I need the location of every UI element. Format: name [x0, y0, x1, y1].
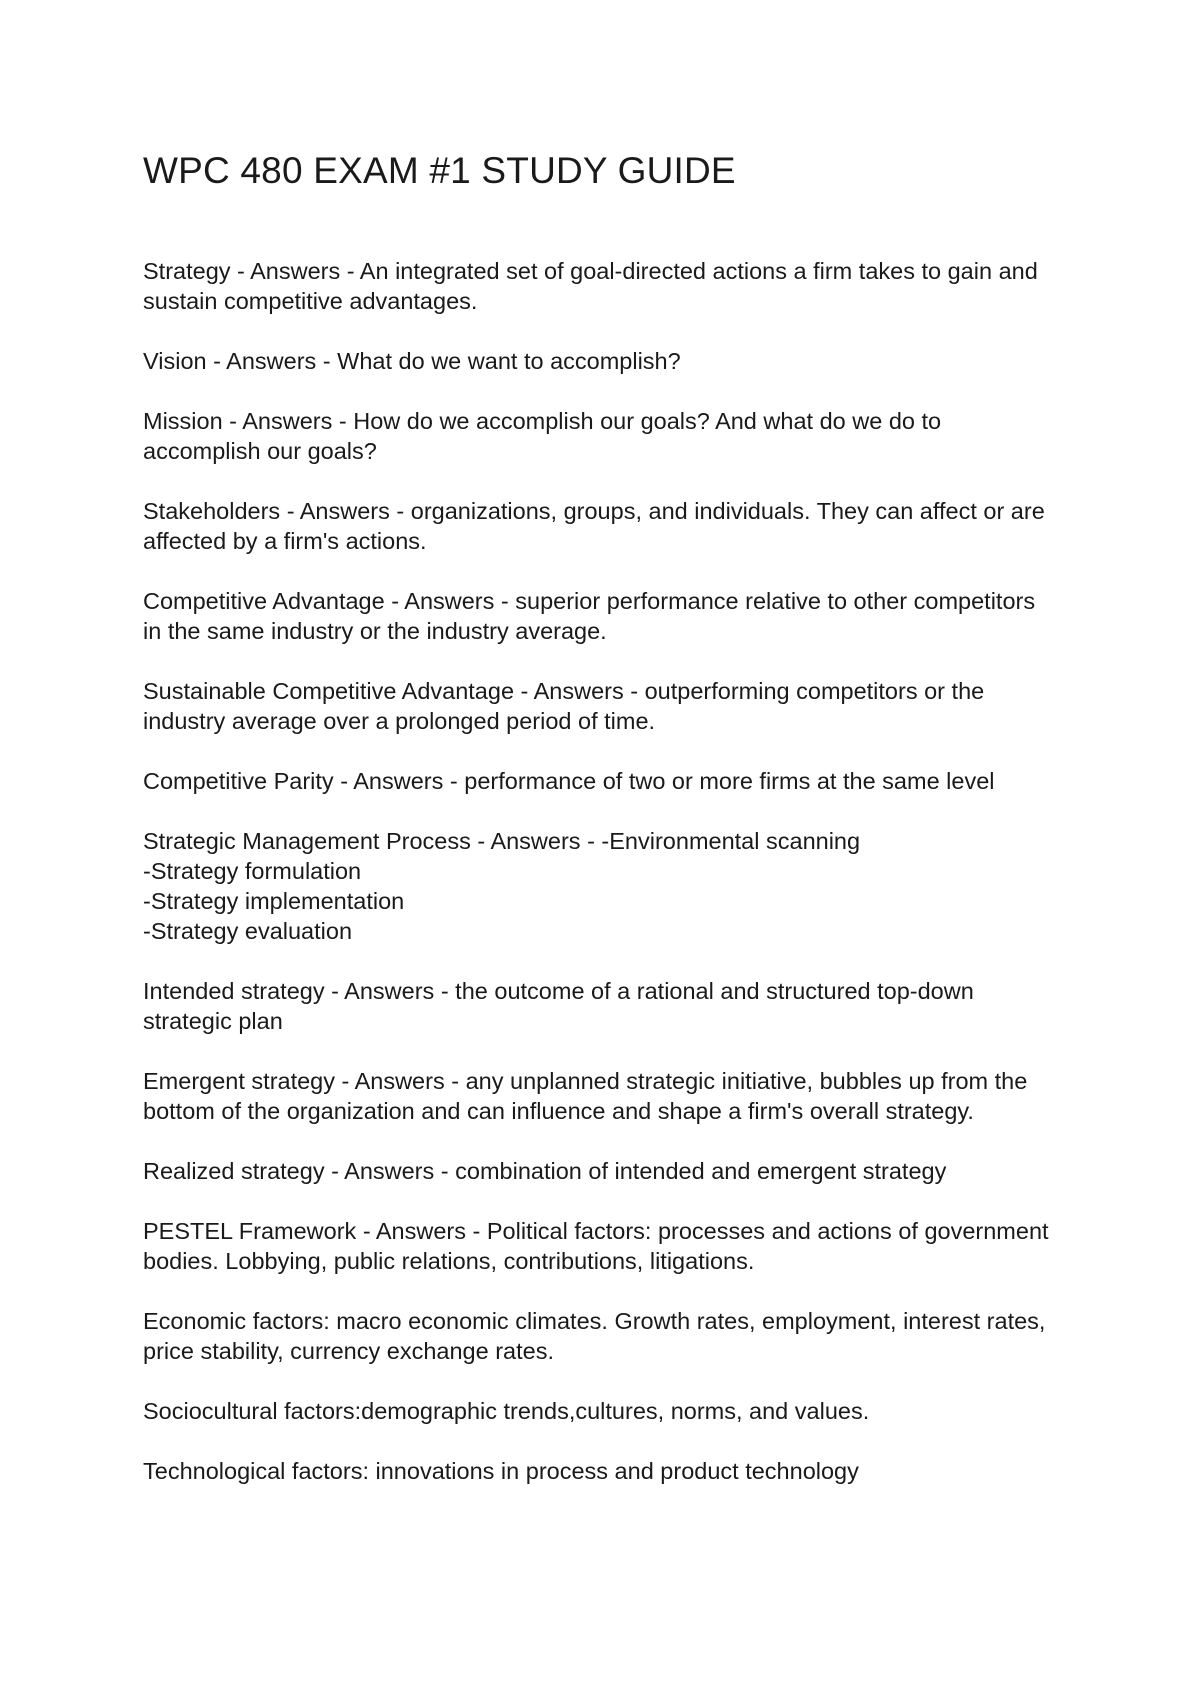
entry-strategic-management-process: Strategic Management Process - Answers - -Environmental scanning -Strategy formulation -Strategy implementation -Strategy evaluation	[143, 828, 861, 944]
entry-realized-strategy: Realized strategy - Answers - combination of intended and emergent strategy	[143, 1158, 947, 1184]
entry-competitive-parity: Competitive Parity - Answers - performance of two or more firms at the same level	[143, 768, 995, 794]
page-title: WPC 480 EXAM #1 STUDY GUIDE	[143, 150, 736, 191]
entry-pestel-framework: PESTEL Framework - Answers - Political factors: processes and actions of government bodies. Lobbying, public relations, contributions, litigations.	[143, 1218, 1049, 1274]
entry-emergent-strategy: Emergent strategy - Answers - any unplanned strategic initiative, bubbles up from the bottom of the organization and can influence and shape a firm's overall strategy.	[143, 1068, 1028, 1124]
entry-intended-strategy: Intended strategy - Answers - the outcome of a rational and structured top-down strategic plan	[143, 978, 974, 1034]
entry-sustainable-competitive-advantage: Sustainable Competitive Advantage - Answers - outperforming competitors or the industry average over a prolonged period of time.	[143, 678, 985, 734]
entry-sociocultural-factors: Sociocultural factors:demographic trends,cultures, norms, and values.	[143, 1398, 870, 1424]
entry-stakeholders: Stakeholders - Answers - organizations, groups, and individuals. They can affect or are affected by a firm's actions.	[143, 498, 1045, 554]
entry-mission: Mission - Answers - How do we accomplish our goals? And what do we do to accomplish our goals?	[143, 408, 942, 464]
entry-competitive-advantage: Competitive Advantage - Answers - superior performance relative to other competitors in the same industry or the industry average.	[143, 588, 1036, 644]
study-guide-entries	[143, 256, 1073, 1516]
entry-technological-factors: Technological factors: innovations in process and product technology	[143, 1458, 859, 1484]
entry-strategy: Strategy - Answers - An integrated set of goal-directed actions a firm takes to gain and sustain competitive advantages.	[143, 258, 1038, 314]
entry-economic-factors: Economic factors: macro economic climates. Growth rates, employment, interest rates, price stability, currency exchange rates.	[143, 1308, 1046, 1364]
entry-vision: Vision - Answers - What do we want to accomplish?	[143, 348, 681, 374]
